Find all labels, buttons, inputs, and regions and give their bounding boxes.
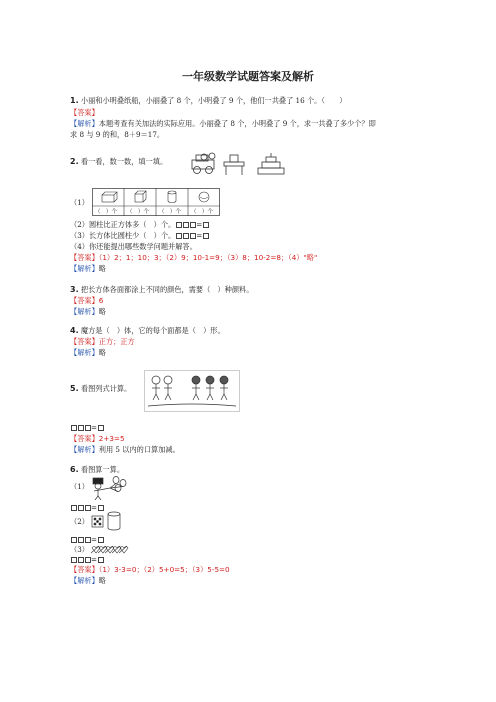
cuboid-icon <box>102 192 117 202</box>
question-text: 把长方体各面都涂上不同的颜色，需要（ ）种颜料。 <box>80 285 254 294</box>
question-text: 看图算一算。 <box>80 465 125 474</box>
answer-line <box>70 565 230 575</box>
children-illustration <box>144 370 240 412</box>
equation-blank: = <box>70 555 104 565</box>
page-title: 一年级数学试题答案及解析 <box>182 70 314 83</box>
question-number: 3. <box>70 285 79 294</box>
explain-text: 略 <box>98 576 106 585</box>
answer-line <box>70 434 125 444</box>
cylinder-icon <box>168 191 176 203</box>
table-cell: （ ）个 <box>191 209 214 215</box>
question-number: 6. <box>70 465 79 474</box>
answer-tag: 【答案】 <box>70 337 99 346</box>
crossed-hearts-illustration <box>90 545 130 555</box>
answer-line <box>70 253 317 263</box>
explanation-line <box>70 576 106 586</box>
table-cell: （ ）个 <box>159 209 182 215</box>
sub-question-1-label: （1） <box>70 198 89 207</box>
dice-cup-illustration <box>90 510 126 532</box>
sub-question-3-label: （3） <box>70 545 89 554</box>
explain-tag: 【解析】 <box>70 307 99 316</box>
question-4 <box>70 326 225 336</box>
shape-count-table <box>92 188 220 216</box>
table-cell: （ ）个 <box>127 209 150 215</box>
explanation-line <box>70 264 106 274</box>
answer-tag: 【答案】 <box>70 253 99 262</box>
explain-text: 略 <box>98 264 106 273</box>
explain-tag: 【解析】 <box>70 445 99 454</box>
question-1 <box>70 96 347 106</box>
explanation-line-1 <box>70 119 376 129</box>
equation-blank: = <box>70 535 104 545</box>
equation-blank: = <box>70 423 104 433</box>
sub-question-2-text: （2）圆柱比正方体多（ ）个。 <box>70 220 176 229</box>
sub-question-4: （4）你还能提出哪些数学问题并解答。 <box>70 242 197 251</box>
explanation-line <box>70 307 106 317</box>
explanation-line <box>70 348 106 358</box>
question-3 <box>70 285 253 295</box>
answer-text: 6 <box>98 296 104 305</box>
sub-question-3-text: （3）长方体比圆柱少（ ）个。 <box>70 231 176 240</box>
explain-tag: 【解析】 <box>70 576 99 585</box>
answer-text: （1）2；1；10；3；（2）9；10-1=9；（3）8；10-2=8；（4）"略" <box>98 253 318 262</box>
cube-icon <box>135 191 146 202</box>
sub-question-1-label: （1） <box>70 482 89 491</box>
sub-question-2-label: （2） <box>70 517 89 526</box>
explain-tag: 【解析】 <box>70 119 99 128</box>
question-text: 看一看，数一数，填一填。 <box>80 157 168 166</box>
question-number: 4. <box>70 326 79 335</box>
explanation-line-2: 求 8 与 9 的和，8＋9＝17。 <box>70 130 165 139</box>
answer-text: （1）3-3=0；（2）5+0=5；（3）5-5=0 <box>98 565 230 574</box>
answer-tag: 【答案】 <box>70 434 99 443</box>
answer-tag: 【答案】 <box>70 565 99 574</box>
sub-question-2: （2）圆柱比正方体多（ ）个。 = <box>70 220 209 230</box>
question-number: 1. <box>70 96 79 105</box>
answer-text: 正方；正方 <box>98 337 135 346</box>
child-balloons-illustration <box>90 474 132 500</box>
question-number: 5. <box>70 384 79 393</box>
explanation-line <box>70 445 180 455</box>
table-cell: （ ）个 <box>95 209 118 215</box>
question-text: 看图列式计算。 <box>80 384 132 393</box>
question-5 <box>70 384 131 394</box>
explain-tag: 【解析】 <box>70 264 99 273</box>
answer-line <box>70 337 135 347</box>
explain-text: 略 <box>98 348 106 357</box>
explain-text: 利用 5 以内的口算加减。 <box>98 445 180 454</box>
toys-illustration <box>190 150 300 178</box>
question-text: 魔方是（ ）体，它的每个面都是（ ）形。 <box>80 326 225 335</box>
explain-tag: 【解析】 <box>70 348 99 357</box>
question-text: 小丽和小明叠纸船，小丽叠了 8 个，小明叠了 9 个，他们一共叠了 16 个。（ ） <box>80 96 347 105</box>
explain-text: 略 <box>98 307 106 316</box>
question-2 <box>70 157 167 167</box>
answer-line <box>70 296 103 306</box>
explain-text: 本题考查有关加法的实际应用。小丽叠了 8 个，小明叠了 9 个，求一共叠了多少个？即 <box>98 119 376 128</box>
equation-blank: = <box>70 503 104 513</box>
sub-question-3: （3）长方体比圆柱少（ ）个。 = <box>70 231 209 241</box>
answer-tag: 【答案】 <box>70 296 99 305</box>
answer-tag: 【答案】 <box>70 108 99 117</box>
answer-text: 2+3=5 <box>98 434 125 443</box>
sphere-icon <box>199 192 209 202</box>
question-number: 2. <box>70 157 79 166</box>
